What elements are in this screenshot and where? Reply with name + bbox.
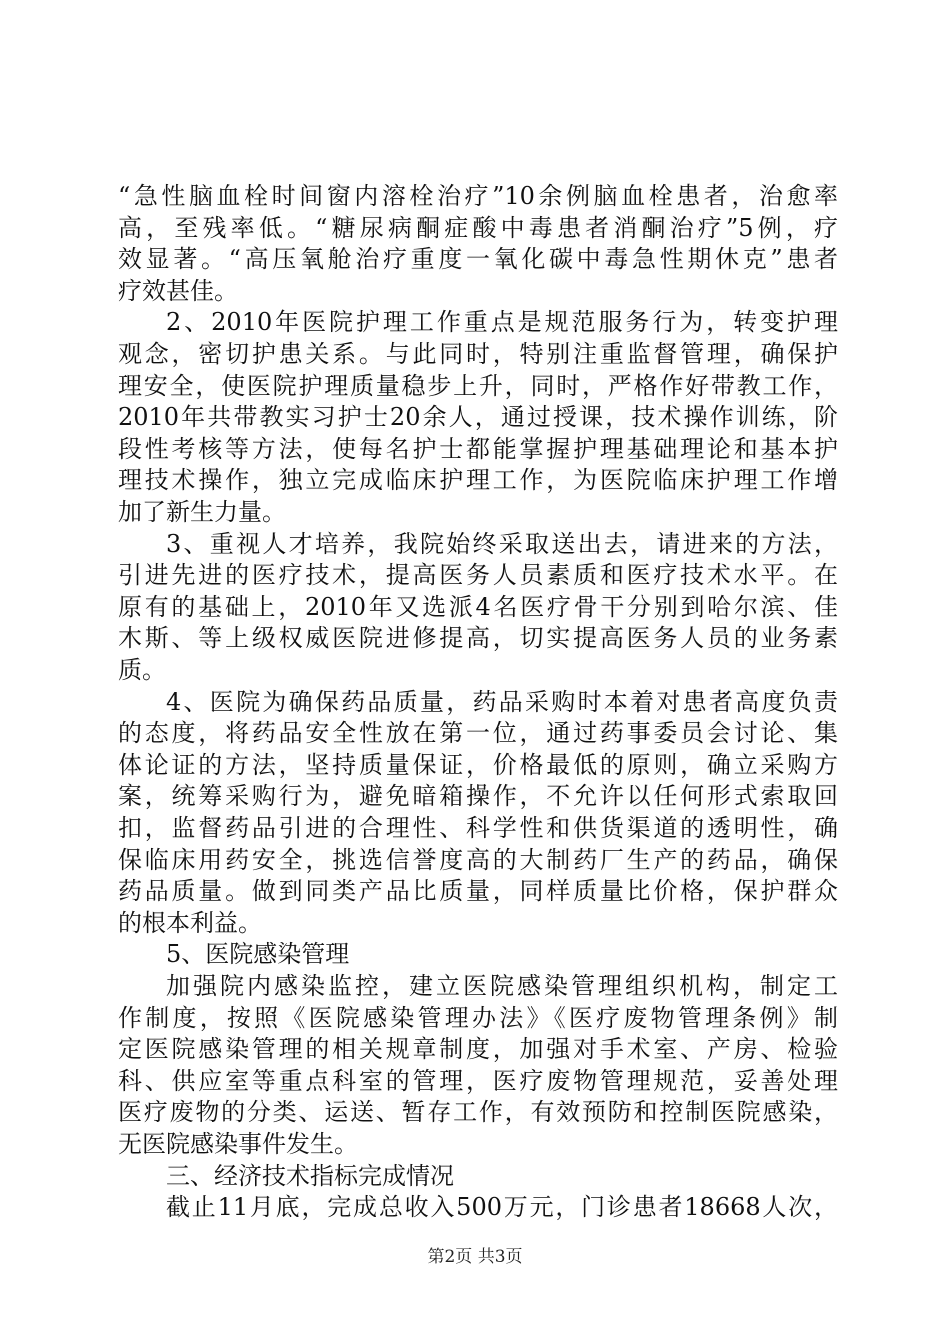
text-line: 医疗废物的分类、运送、暂存工作，有效预防和控制医院感染， [118,1098,838,1126]
text-line: 效显著。“高压氧舱治疗重度一氧化碳中毒急性期休克”患者 [118,245,838,273]
text-line: 高，至残率低。“糖尿病酮症酸中毒患者消酮治疗”5例，疗 [118,214,838,242]
text-line: 扣，监督药品引进的合理性、科学性和供货渠道的透明性，确 [118,814,838,842]
text-line: 三、经济技术指标完成情况 [166,1162,454,1190]
text-line: 加了新生力量。 [118,498,286,526]
text-line: 体论证的方法，坚持质量保证，价格最低的原则，确立采购方 [118,751,838,779]
text-line: 引进先进的医疗技术，提高医务人员素质和医疗技术水平。在 [118,561,838,589]
text-line: 的态度，将药品安全性放在第一位，通过药事委员会讨论、集 [118,719,838,747]
text-line: 药品质量。做到同类产品比质量，同样质量比价格，保护群众 [118,877,838,905]
page-footer: 第2页 共3页 [427,1247,523,1267]
text-line: 段性考核等方法，使每名护士都能掌握护理基础理论和基本护 [118,435,838,463]
text-line: 2010年共带教实习护士20余人，通过授课，技术操作训练，阶 [118,403,838,431]
text-line: 无医院感染事件发生。 [118,1130,358,1158]
text-line: 截止11月底，完成总收入500万元，门诊患者18668人次， [166,1193,838,1221]
text-line: 理安全，使医院护理质量稳步上升，同时，严格作好带教工作， [118,372,838,400]
text-line: 科、供应室等重点科室的管理，医疗废物管理规范，妥善处理 [118,1067,838,1095]
text-line: 木斯、等上级权威医院进修提高，切实提高医务人员的业务素 [118,624,838,652]
text-line: 观念，密切护患关系。与此同时，特别注重监督管理，确保护 [118,340,838,368]
text-line: 案，统筹采购行为，避免暗箱操作，不允许以任何形式索取回 [118,782,838,810]
text-line: 加强院内感染监控，建立医院感染管理组织机构，制定工 [166,972,838,1000]
text-line: 保临床用药安全，挑选信誉度高的大制药厂生产的药品，确保 [118,846,838,874]
text-line: 4、医院为确保药品质量，药品采购时本着对患者高度负责 [166,688,838,716]
text-line: 作制度，按照《医院感染管理办法》《医疗废物管理条例》制 [118,1004,838,1032]
text-line: 疗效甚佳。 [118,277,238,305]
text-line: 理技术操作，独立完成临床护理工作，为医院临床护理工作增 [118,466,838,494]
text-line: 2、2010年医院护理工作重点是规范服务行为，转变护理 [166,308,838,336]
text-line: 3、重视人才培养，我院始终采取送出去，请进来的方法， [166,530,838,558]
text-line: 的根本利益。 [118,909,262,937]
text-line: 原有的基础上，2010年又选派4名医疗骨干分别到哈尔滨、佳 [118,593,838,621]
text-line: 质。 [118,656,166,684]
text-line: 定医院感染管理的相关规章制度，加强对手术室、产房、检验 [118,1035,838,1063]
text-line: “急性脑血栓时间窗内溶栓治疗”10余例脑血栓患者，治愈率 [118,182,838,210]
text-line: 5、医院感染管理 [166,940,350,968]
